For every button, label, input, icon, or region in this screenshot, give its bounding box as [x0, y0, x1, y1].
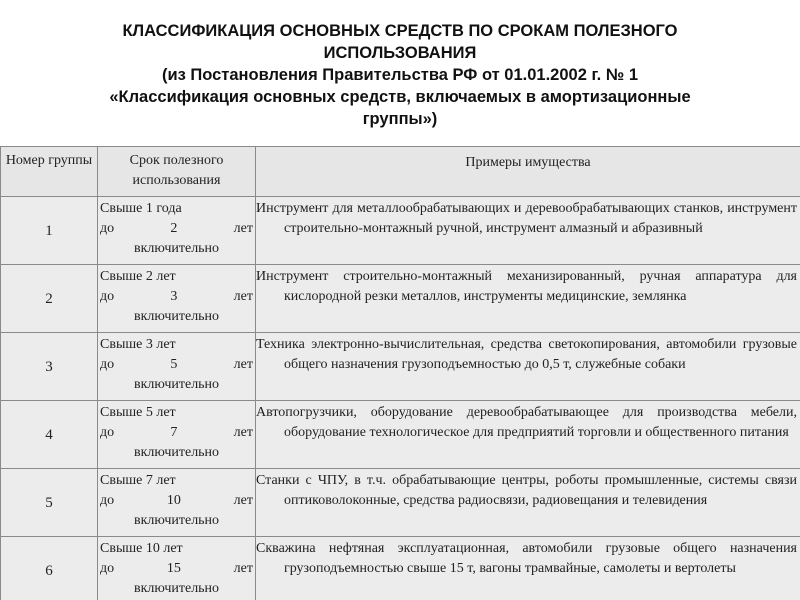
group-number: 4 [1, 401, 98, 469]
term-inclusive: включительно [134, 581, 220, 596]
title-line: (из Постановления Правительства РФ от 01.01.2002 г. № 1 [161, 66, 639, 84]
group-number: 2 [1, 265, 98, 333]
useful-life [98, 537, 256, 600]
useful-life [98, 469, 256, 537]
title-line: КЛАССИФИКАЦИЯ ОСНОВНЫХ СРЕДСТВ ПО СРОКАМ ПОЛЕЗНОГО [122, 22, 678, 40]
group-number: 1 [1, 197, 98, 265]
table-row [1, 401, 800, 469]
group-number: 5 [1, 469, 98, 537]
classification-table-wrapper [0, 146, 800, 600]
property-examples: Автопогрузчики, оборудование деревообрабатывающее для производства мебели, оборудование технологическое для предприятий торговли и общественного питания [256, 401, 800, 469]
term-to: до 2 лет [100, 221, 253, 236]
table-row [1, 469, 800, 537]
term-inclusive: включительно [134, 445, 220, 460]
useful-life [98, 401, 256, 469]
header-property-examples: Примеры имущества [256, 147, 800, 197]
header-useful-life: Срок полезного использования [98, 147, 256, 197]
term-to: до 3 лет [100, 289, 253, 304]
term-inclusive: включительно [134, 309, 220, 324]
term-from: Свыше 5 лет [100, 405, 176, 420]
term-inclusive: включительно [134, 377, 220, 392]
term-to: до 7 лет [100, 425, 253, 440]
property-examples: Техника электронно-вычислительная, средства светокопирования, автомобили грузовые общего назначения грузоподъемностью до 0,5 т, служебные собаки [256, 333, 800, 401]
useful-life [98, 333, 256, 401]
term-from: Свыше 3 лет [100, 337, 176, 352]
term-to: до 10 лет [100, 493, 253, 508]
term-to: до 5 лет [100, 357, 253, 372]
term-from: Свыше 2 лет [100, 269, 176, 284]
table-row [1, 537, 800, 600]
property-examples: Скважина нефтяная эксплуатационная, автомобили грузовые общего назначения грузоподъемностью свыше 15 т, вагоны трамвайные, самолеты и вертолеты [256, 537, 800, 600]
term-inclusive: включительно [134, 241, 220, 256]
group-number: 3 [1, 333, 98, 401]
term-from: Свыше 10 лет [100, 541, 183, 556]
useful-life [98, 197, 256, 265]
table-row [1, 197, 800, 265]
title-line: группы») [362, 110, 438, 128]
group-number: 6 [1, 537, 98, 600]
property-examples: Инструмент для металлообрабатывающих и деревообрабатывающих станков, инструмент строительно-монтажный ручной, инструмент алмазный и абразивный [256, 197, 800, 265]
classification-table [0, 146, 800, 600]
slide-title [30, 20, 770, 130]
term-to: до 15 лет [100, 561, 253, 576]
header-group-number: Номер группы [1, 147, 98, 197]
title-line: «Классификация основных средств, включаемых в амортизационные [109, 88, 691, 106]
property-examples: Инструмент строительно-монтажный механизированный, ручная аппаратура для кислородной резки металлов, инструменты медицинские, землянка [256, 265, 800, 333]
term-from: Свыше 1 года [100, 201, 182, 216]
table-row [1, 333, 800, 401]
property-examples: Станки с ЧПУ, в т.ч. обрабатывающие центры, роботы промышленные, системы связи оптиковолоконные, средства радиосвязи, радиовещания и телевидения [256, 469, 800, 537]
table-header-row [1, 147, 800, 197]
useful-life [98, 265, 256, 333]
term-inclusive: включительно [134, 513, 220, 528]
title-line: ИСПОЛЬЗОВАНИЯ [323, 44, 477, 62]
table-row [1, 265, 800, 333]
term-from: Свыше 7 лет [100, 473, 176, 488]
